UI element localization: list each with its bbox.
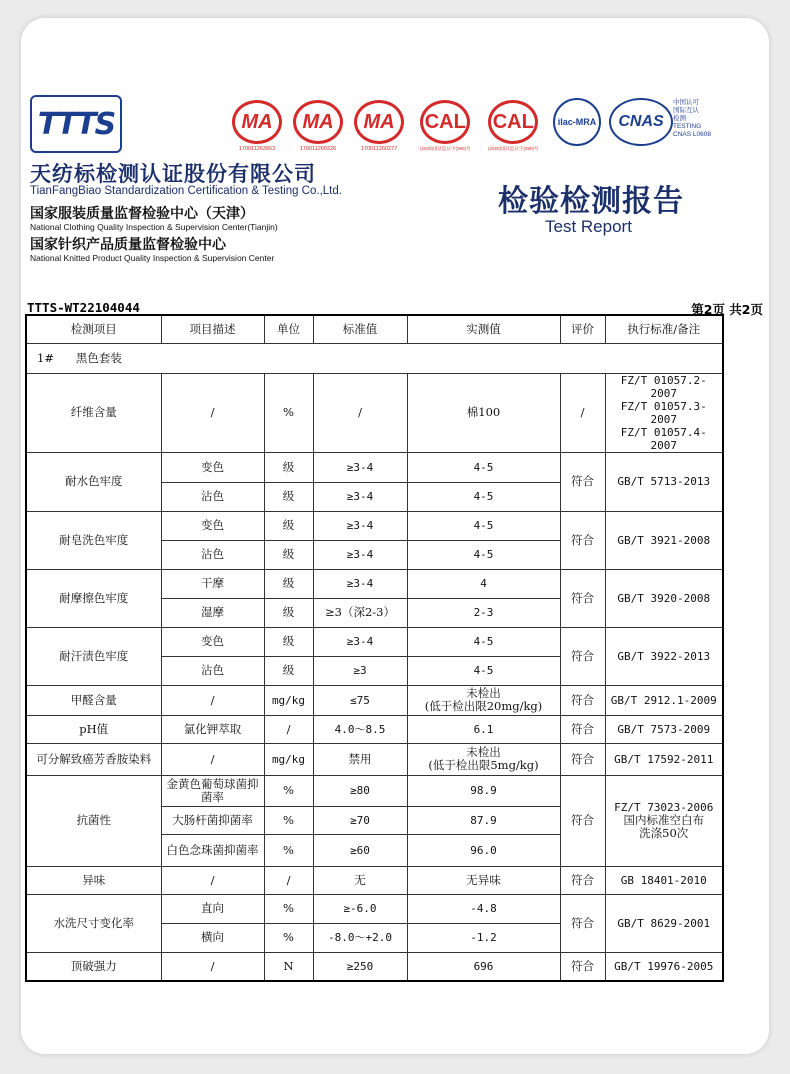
table-cell: mg/kg (264, 743, 313, 775)
table-cell: 耐水色牢度 (26, 452, 161, 511)
table-cell: GB/T 5713-2013 (605, 452, 723, 511)
cal-mark-2: CAL (2020)国认监认字(390)号 (488, 100, 539, 152)
table-cell: 符合 (560, 866, 605, 894)
table-cell: 级 (264, 540, 313, 569)
table-cell: 禁用 (313, 743, 407, 775)
table-cell: 级 (264, 627, 313, 656)
table-cell: 4-5 (407, 511, 560, 540)
table-cell: GB/T 8629-2001 (605, 894, 723, 952)
table-cell: ≥3（深2-3） (313, 598, 407, 627)
table-cell: 横向 (161, 923, 264, 952)
table-cell: 级 (264, 452, 313, 482)
table-cell: % (264, 373, 313, 452)
table-cell: 符合 (560, 685, 605, 715)
knitted-center-cn: 国家针织产品质量监督检验中心 (30, 237, 226, 253)
table-cell: 干摩 (161, 569, 264, 598)
table-cell: 98.9 (407, 775, 560, 806)
table-cell: 金黄色葡萄球菌抑菌率 (161, 775, 264, 806)
table-cell: pH值 (26, 715, 161, 743)
table-cell: 变色 (161, 627, 264, 656)
table-cell: / (264, 715, 313, 743)
table-cell: % (264, 923, 313, 952)
table-cell: mg/kg (264, 685, 313, 715)
table-row (26, 452, 723, 482)
table-cell: 符合 (560, 452, 605, 511)
table-cell: 氯化钾萃取 (161, 715, 264, 743)
company-name-en: TianFangBiao Standardization Certification & Testing Co.,Ltd. (30, 185, 342, 197)
header-cell: 项目描述 (161, 315, 264, 343)
table-cell: GB/T 2912.1-2009 (605, 685, 723, 715)
table-cell: ≥80 (313, 775, 407, 806)
report-title-cn: 检验检测报告 (498, 184, 684, 219)
sample-row (26, 343, 723, 373)
table-cell: % (264, 894, 313, 923)
table-cell: ≥3-4 (313, 540, 407, 569)
table-cell: GB/T 3920-2008 (605, 569, 723, 627)
table-cell: 甲醛含量 (26, 685, 161, 715)
table-cell: % (264, 806, 313, 834)
table-cell: 符合 (560, 569, 605, 627)
cal-mark-1: CAL (2020)国认监认字(390)号 (420, 100, 471, 152)
table-cell: GB/T 3922-2013 (605, 627, 723, 685)
cma-mark-1: MA 170011263663 (232, 100, 282, 152)
table-row (26, 685, 723, 715)
table-cell: GB/T 17592-2011 (605, 743, 723, 775)
table-cell: 湿摩 (161, 598, 264, 627)
table-cell: 级 (264, 511, 313, 540)
table-cell: 符合 (560, 743, 605, 775)
table-row (26, 743, 723, 775)
table-cell: 符合 (560, 952, 605, 981)
table-cell: 耐皂洗色牢度 (26, 511, 161, 569)
table-cell: 沾色 (161, 540, 264, 569)
table-cell: GB/T 19976-2005 (605, 952, 723, 981)
table-cell: 变色 (161, 452, 264, 482)
table-cell: 6.1 (407, 715, 560, 743)
table-cell: 沾色 (161, 656, 264, 685)
table-cell: ≥70 (313, 806, 407, 834)
table-cell: ≥3-4 (313, 452, 407, 482)
table-cell: 级 (264, 569, 313, 598)
table-cell: 异味 (26, 866, 161, 894)
table-cell: 顶破强力 (26, 952, 161, 981)
ilac-mra-logo: ilac-MRA (553, 98, 601, 146)
table-cell: 无异味 (407, 866, 560, 894)
cma-mark-2: MA 170011260226 (293, 100, 343, 152)
report-title-en: Test Report (545, 217, 632, 236)
table-cell: 沾色 (161, 482, 264, 511)
table-cell: -8.0～+2.0 (313, 923, 407, 952)
cnas-logo: CNAS (609, 98, 673, 146)
table-cell: FZ/T 01057.2-2007 FZ/T 01057.3-2007 FZ/T 01057.4-2007 (605, 373, 723, 452)
table-row (26, 952, 723, 981)
table-cell: / (161, 866, 264, 894)
table-cell: 4-5 (407, 452, 560, 482)
clothing-center-cn: 国家服装质量监督检验中心（天津） (30, 206, 254, 222)
table-cell: ≥3-4 (313, 627, 407, 656)
table-cell: 无 (313, 866, 407, 894)
table-cell: 级 (264, 482, 313, 511)
table-cell: ≥3-4 (313, 511, 407, 540)
table-cell: 87.9 (407, 806, 560, 834)
table-row (26, 866, 723, 894)
table-cell: ≥-6.0 (313, 894, 407, 923)
table-cell: 4-5 (407, 627, 560, 656)
table-cell: 符合 (560, 511, 605, 569)
header-cell: 评价 (560, 315, 605, 343)
header-cell: 检测项目 (26, 315, 161, 343)
table-cell: -4.8 (407, 894, 560, 923)
table-cell: ≤75 (313, 685, 407, 715)
table-cell: 96.0 (407, 834, 560, 866)
table-cell: 2-3 (407, 598, 560, 627)
table-cell: ≥3 (313, 656, 407, 685)
table-cell: 符合 (560, 894, 605, 952)
table-row (26, 715, 723, 743)
table-row (26, 569, 723, 598)
table-cell: 未检出 (低于检出限5mg/kg) (407, 743, 560, 775)
table-cell: ≥3-4 (313, 482, 407, 511)
table-cell: % (264, 834, 313, 866)
table-header-row (26, 315, 723, 343)
table-cell: 696 (407, 952, 560, 981)
table-cell: 水洗尺寸变化率 (26, 894, 161, 952)
sample-label: 1# 黑色套装 (26, 343, 723, 373)
table-row (26, 373, 723, 452)
table-cell: 级 (264, 598, 313, 627)
header-cell: 单位 (264, 315, 313, 343)
table-cell: GB/T 3921-2008 (605, 511, 723, 569)
cma-mark-3: MA 170011260277 (354, 100, 404, 152)
table-cell: 可分解致癌芳香胺染料 (26, 743, 161, 775)
table-row (26, 775, 723, 806)
table-cell: GB 18401-2010 (605, 866, 723, 894)
table-cell: 耐摩擦色牢度 (26, 569, 161, 627)
table-cell: 变色 (161, 511, 264, 540)
table-cell: 4-5 (407, 482, 560, 511)
cnas-caption: 中国认可 国际互认 检测 TESTING CNAS L0608 (673, 99, 711, 138)
table-cell: 4-5 (407, 540, 560, 569)
header-cell: 实测值 (407, 315, 560, 343)
table-cell: / (161, 952, 264, 981)
table-cell: N (264, 952, 313, 981)
table-cell: 符合 (560, 715, 605, 743)
table-cell: -1.2 (407, 923, 560, 952)
table-cell: 符合 (560, 627, 605, 685)
table-cell: ≥250 (313, 952, 407, 981)
ttts-logo: TTTS (30, 95, 122, 153)
clothing-center-en: National Clothing Quality Inspection & Supervision Center(Tianjin) (30, 222, 278, 232)
table-cell: FZ/T 73023-2006 国内标准空白布 洗涤50次 (605, 775, 723, 866)
table-row (26, 627, 723, 656)
table-cell: / (161, 685, 264, 715)
header-cell: 执行标准/备注 (605, 315, 723, 343)
table-cell: / (161, 373, 264, 452)
table-cell: / (264, 866, 313, 894)
table-cell: 未检出 (低于检出限20mg/kg) (407, 685, 560, 715)
results-table (25, 314, 724, 982)
knitted-center-en: National Knitted Product Quality Inspection & Supervision Center (30, 253, 275, 263)
table-row (26, 894, 723, 923)
table-row (26, 511, 723, 540)
table-cell: / (161, 743, 264, 775)
table-cell: 纤维含量 (26, 373, 161, 452)
table-cell: 棉100 (407, 373, 560, 452)
table-cell: 符合 (560, 775, 605, 866)
table-cell: GB/T 7573-2009 (605, 715, 723, 743)
table-cell: 直向 (161, 894, 264, 923)
page-number: 第2页 共2页 (691, 302, 763, 317)
table-cell: 白色念珠菌抑菌率 (161, 834, 264, 866)
table-cell: ≥60 (313, 834, 407, 866)
table-cell: / (313, 373, 407, 452)
table-cell: / (560, 373, 605, 452)
table-cell: ≥3-4 (313, 569, 407, 598)
company-name-cn: 天纺标检测认证股份有限公司 (30, 162, 316, 186)
table-cell: 4 (407, 569, 560, 598)
table-cell: 大肠杆菌抑菌率 (161, 806, 264, 834)
table-cell: 4.0～8.5 (313, 715, 407, 743)
header-cell: 标准值 (313, 315, 407, 343)
table-cell: 耐汗渍色牢度 (26, 627, 161, 685)
table-cell: % (264, 775, 313, 806)
report-number: TTTS-WT22104044 (27, 300, 140, 315)
table-cell: 抗菌性 (26, 775, 161, 866)
table-cell: 级 (264, 656, 313, 685)
table-cell: 4-5 (407, 656, 560, 685)
